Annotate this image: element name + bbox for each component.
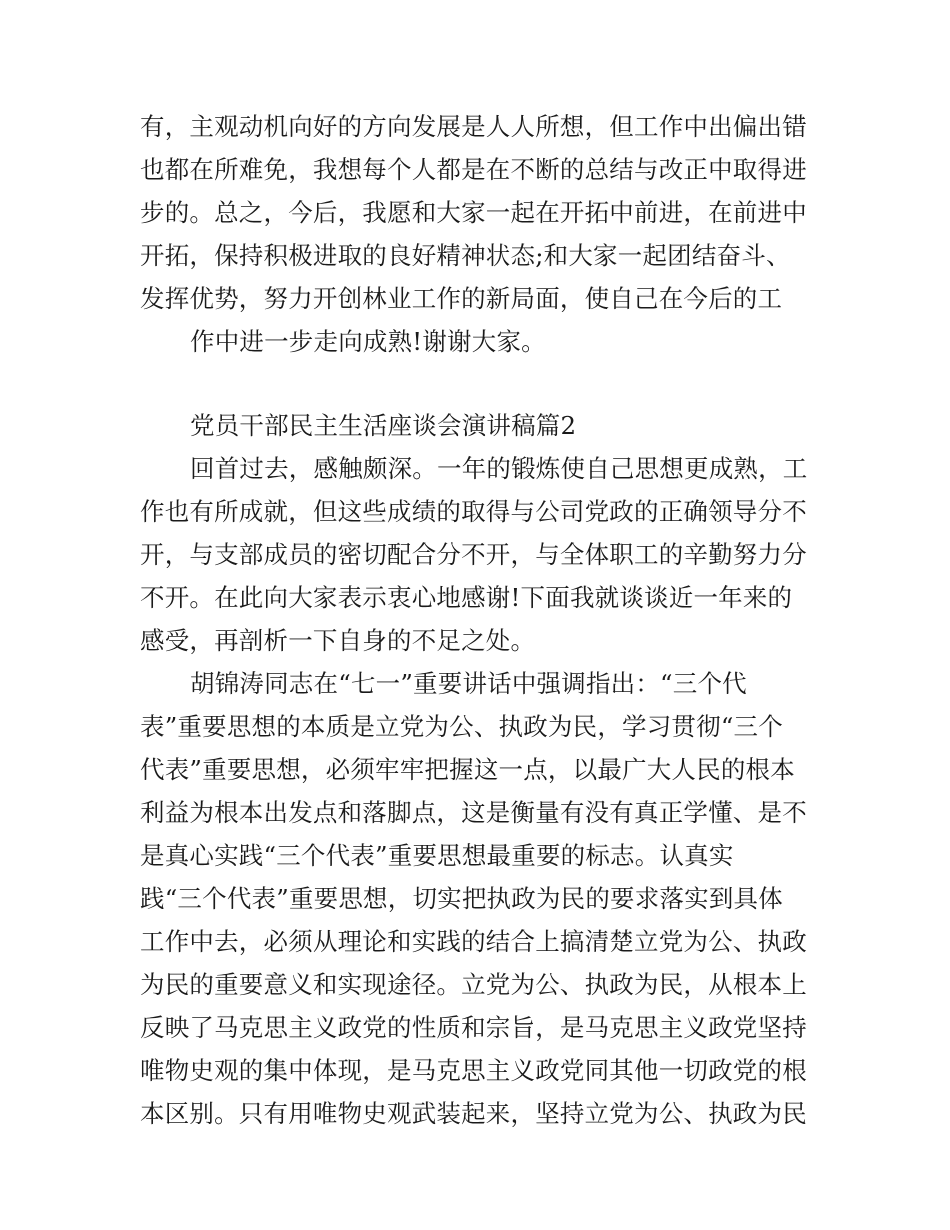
paragraph-line: 代表”重要思想，必须牢牢把握这一点，以最广大人民的根本	[140, 755, 795, 784]
paragraph-line: 践“三个代表”重要思想，切实把执政为民的要求落实到具体	[140, 884, 783, 913]
paragraph-line: 开，与支部成员的密切配合分不开，与全体职工的辛勤努力分	[140, 540, 807, 569]
paragraph-line: 唯物史观的集中体现，是马克思主义政党同其他一切政党的根	[140, 1056, 807, 1085]
paragraph-line: 作也有所成就，但这些成绩的取得与公司党政的正确领导分不	[140, 497, 807, 526]
paragraph-line: 是真心实践“三个代表”重要思想最重要的标志。认真实	[140, 841, 734, 870]
paragraph-line: 步的。总之，今后，我愿和大家一起在开拓中前进，在前进中	[140, 198, 807, 227]
paragraph-line: 发挥优势，努力开创林业工作的新局面，使自己在今后的工	[140, 284, 783, 313]
paragraph-line: 有，主观动机向好的方向发展是人人所想，但工作中出偏出错	[140, 112, 807, 141]
paragraph-line: 感受，再剖析一下自身的不足之处。	[140, 626, 536, 655]
paragraph-line: 胡锦涛同志在“七一”重要讲话中强调指出：“三个代	[190, 669, 747, 698]
paragraph-line: 为民的重要意义和实现途径。立党为公、执政为民，从根本上	[140, 970, 807, 999]
paragraph-line: 开拓，保持积极进取的良好精神状态;和大家一起团结奋斗、	[140, 241, 791, 270]
paragraph-line: 反映了马克思主义政党的性质和宗旨，是马克思主义政党坚持	[140, 1013, 807, 1042]
paragraph-line: 工作中去，必须从理论和实践的结合上搞清楚立党为公、执政	[140, 927, 807, 956]
section-heading: 党员干部民主生活座谈会演讲稿篇2	[190, 411, 577, 440]
paragraph-line: 本区别。只有用唯物史观武装起来，坚持立党为公、执政为民	[140, 1099, 807, 1128]
paragraph-line: 回首过去，感触颇深。一年的锻炼使自己思想更成熟，工	[190, 454, 808, 483]
paragraph-line: 也都在所难免，我想每个人都是在不断的总结与改正中取得进	[140, 155, 807, 184]
paragraph-line: 表”重要思想的本质是立党为公、执政为民，学习贯彻“三个	[140, 712, 783, 741]
paragraph-line: 利益为根本出发点和落脚点，这是衡量有没有真正学懂、是不	[140, 798, 807, 827]
paragraph-line: 作中进一步走向成熟!谢谢大家。	[190, 327, 546, 356]
paragraph-line: 不开。在此向大家表示衷心地感谢!下面我就谈谈近一年来的	[140, 583, 793, 612]
